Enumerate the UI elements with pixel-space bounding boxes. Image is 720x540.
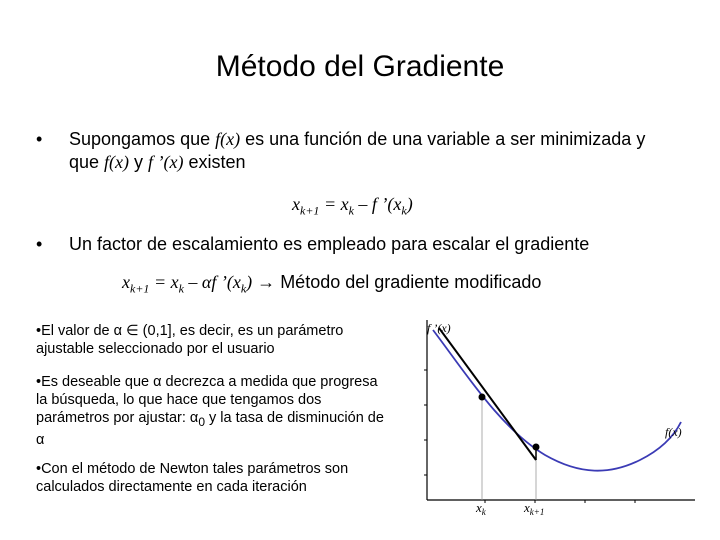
bullet-1-part4: existen bbox=[183, 152, 246, 172]
formula1-sub1: k+1 bbox=[300, 203, 320, 218]
bullet-1-fpx: f ’(x) bbox=[148, 152, 184, 172]
formula1-x: x bbox=[292, 194, 300, 214]
function-curve bbox=[433, 330, 681, 471]
formula2-end: – αf ’(x bbox=[183, 272, 241, 292]
modified-formula bbox=[122, 272, 541, 297]
xk-label: $x_k$ bbox=[476, 500, 486, 517]
update-formula bbox=[292, 194, 413, 219]
formula1-mid: = x bbox=[319, 194, 349, 214]
bullet-1-text bbox=[69, 128, 676, 174]
tangent-line bbox=[439, 328, 536, 460]
bullet-1-part2: es una función de una variable a ser minimizada y que bbox=[69, 129, 646, 172]
small-bullet-2-sub: 0 bbox=[198, 414, 205, 429]
slide-title: Método del Gradiente bbox=[215, 50, 505, 83]
formula1-sub2: k bbox=[348, 203, 354, 218]
formula1-end: – f ’(x bbox=[353, 194, 402, 214]
small-bullet-1: •El valor de α ∈ (0,1], es decir, es un parámetro ajustable seleccionado por el usuario bbox=[36, 323, 344, 357]
formula2-sub1: k+1 bbox=[130, 281, 150, 296]
bullet-marker: • bbox=[36, 234, 43, 254]
point-xk1 bbox=[533, 444, 540, 451]
small-bullet-3: •Con el método de Newton tales parámetros son calculados directamente en cada iteración bbox=[36, 461, 349, 495]
formula2-mid: = x bbox=[149, 272, 179, 292]
bullet-2-text: Un factor de escalamiento es empleado para escalar el gradiente bbox=[69, 234, 590, 254]
point-xk bbox=[479, 394, 486, 401]
bullet-marker: • bbox=[36, 129, 43, 149]
bullet-1-fx2: f(x) bbox=[104, 152, 130, 172]
formula1-close: ) bbox=[406, 194, 413, 214]
formula2-sub2: k bbox=[178, 281, 184, 296]
fprime-label: f ’(x) bbox=[427, 321, 451, 335]
bullet-1-part1: Supongamos que bbox=[69, 129, 216, 149]
formula2-sub3: k bbox=[240, 281, 247, 296]
bullet-2 bbox=[36, 233, 696, 256]
formula2-x: x bbox=[122, 272, 130, 292]
small-bullet-2-a: •Es deseable que α decrezca a medida que progresa la búsqueda, lo que hace que tengamos dos parámetros por ajustar: α bbox=[36, 374, 378, 426]
formula1-sub3: k bbox=[401, 203, 407, 218]
bullet-1-fx: f(x) bbox=[215, 129, 241, 149]
f-label: f(x) bbox=[665, 425, 682, 439]
arrow-icon: → bbox=[252, 272, 281, 292]
xk1-label: $x_{k+1}$ bbox=[524, 500, 545, 517]
bullet-1-part3: y bbox=[129, 152, 149, 172]
gradient-plot bbox=[405, 310, 705, 520]
bullet-1 bbox=[36, 128, 676, 174]
small-bullet-2 bbox=[36, 373, 386, 449]
formula2-note: Método del gradiente modificado bbox=[280, 272, 542, 292]
small-bullet-2-b: y la tasa de disminución de α bbox=[36, 410, 384, 448]
formula2-close: ) bbox=[246, 272, 253, 292]
